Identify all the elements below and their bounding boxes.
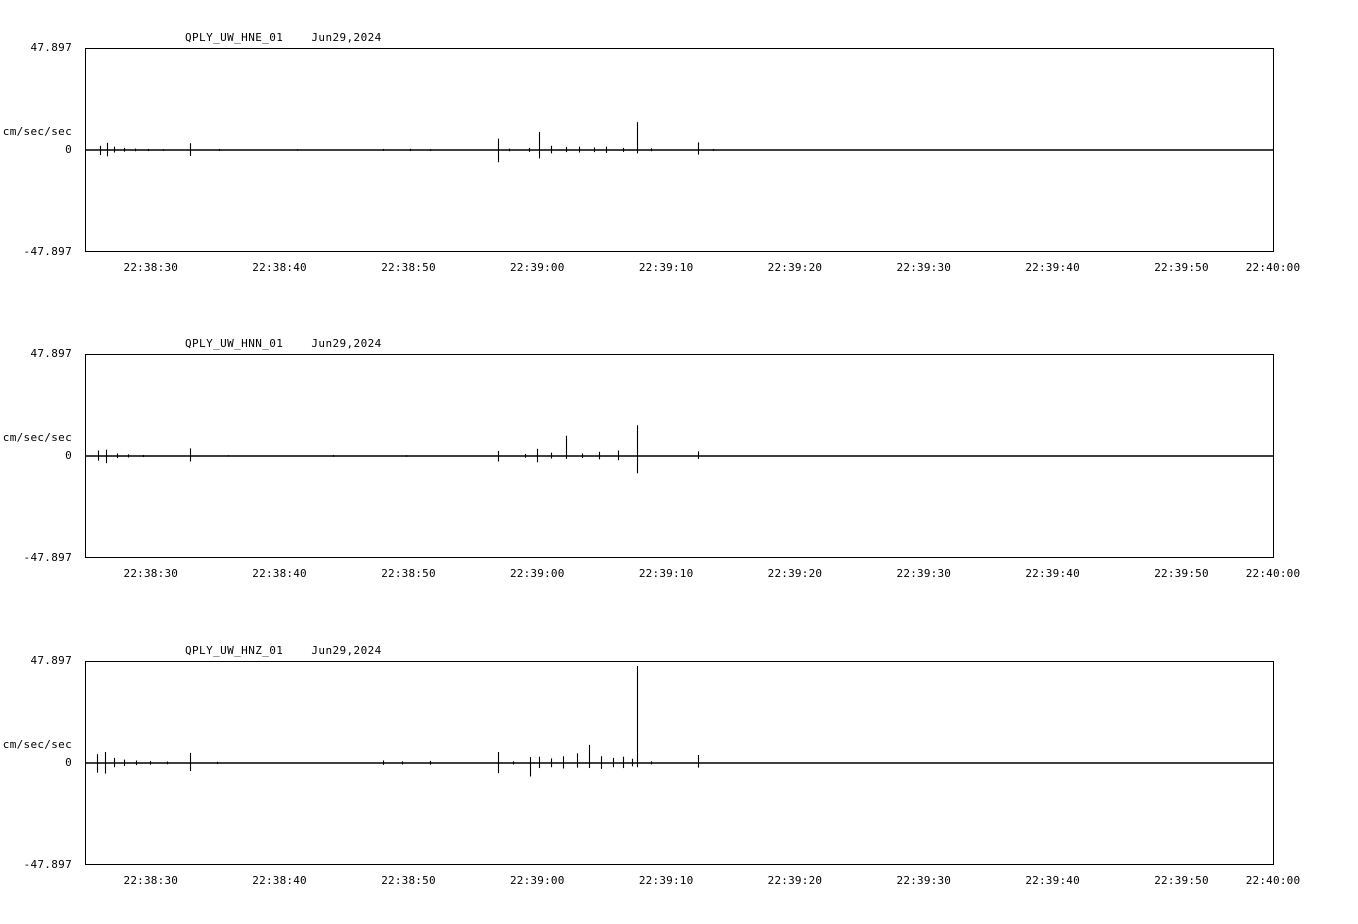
panel-title-QPLY_UW_HNZ_01: QPLY_UW_HNZ_01 Jun29,2024 (185, 644, 382, 657)
x-tick-label-22:38:40: 22:38:40 (252, 261, 307, 274)
plot-area-QPLY_UW_HNZ_01 (85, 661, 1274, 865)
x-tick-label-22:38:30: 22:38:30 (123, 567, 179, 580)
y-axis-min-label: -47.897 (23, 551, 72, 564)
x-tick-label-22:39:40: 22:39:40 (1025, 261, 1080, 274)
x-tick-label-22:39:30: 22:39:30 (896, 261, 952, 274)
y-axis-max-label: 47.897 (30, 654, 72, 667)
x-tick-label-22:40:00: 22:40:00 (1245, 261, 1301, 274)
x-tick-label-22:39:30: 22:39:30 (896, 874, 952, 887)
plot-area-QPLY_UW_HNE_01 (85, 48, 1274, 252)
x-tick-label-22:39:50: 22:39:50 (1154, 874, 1209, 887)
y-axis-zero-label: 0 (65, 143, 72, 156)
x-tick-label-22:39:30: 22:39:30 (896, 567, 952, 580)
x-tick-label-22:39:10: 22:39:10 (638, 567, 694, 580)
x-tick-label-22:38:30: 22:38:30 (123, 874, 179, 887)
y-axis-units-label: cm/sec/sec (2, 738, 72, 751)
x-tick-label-22:39:00: 22:39:00 (509, 261, 565, 274)
panel-title-QPLY_UW_HNE_01: QPLY_UW_HNE_01 Jun29,2024 (185, 31, 382, 44)
x-tick-label-22:39:20: 22:39:20 (767, 567, 823, 580)
y-axis-units-label: cm/sec/sec (2, 125, 72, 138)
y-axis-min-label: -47.897 (23, 858, 72, 871)
x-tick-label-22:40:00: 22:40:00 (1245, 567, 1301, 580)
x-tick-label-22:40:00: 22:40:00 (1245, 874, 1301, 887)
x-tick-label-22:39:40: 22:39:40 (1025, 874, 1080, 887)
x-tick-label-22:38:40: 22:38:40 (252, 567, 307, 580)
y-axis-zero-label: 0 (65, 449, 72, 462)
plot-area-QPLY_UW_HNN_01 (85, 354, 1274, 558)
y-axis-max-label: 47.897 (30, 347, 72, 360)
x-tick-label-22:39:20: 22:39:20 (767, 874, 823, 887)
panel-title-QPLY_UW_HNN_01: QPLY_UW_HNN_01 Jun29,2024 (185, 337, 382, 350)
x-tick-label-22:39:50: 22:39:50 (1154, 567, 1209, 580)
x-tick-label-22:38:50: 22:38:50 (381, 567, 436, 580)
waveform-trace-QPLY_UW_HNE_01 (86, 49, 1273, 251)
y-axis-max-label: 47.897 (30, 41, 72, 54)
x-tick-label-22:39:00: 22:39:00 (509, 874, 565, 887)
y-axis-zero-label: 0 (65, 756, 72, 769)
x-tick-label-22:39:20: 22:39:20 (767, 261, 823, 274)
x-tick-label-22:39:00: 22:39:00 (509, 567, 565, 580)
x-tick-label-22:39:40: 22:39:40 (1025, 567, 1080, 580)
waveform-trace-QPLY_UW_HNZ_01 (86, 662, 1273, 864)
x-tick-label-22:38:30: 22:38:30 (123, 261, 179, 274)
x-tick-label-22:39:50: 22:39:50 (1154, 261, 1209, 274)
x-tick-label-22:38:50: 22:38:50 (381, 874, 436, 887)
x-tick-label-22:39:10: 22:39:10 (638, 874, 694, 887)
x-tick-label-22:38:40: 22:38:40 (252, 874, 307, 887)
y-axis-min-label: -47.897 (23, 245, 72, 258)
x-tick-label-22:38:50: 22:38:50 (381, 261, 436, 274)
waveform-trace-QPLY_UW_HNN_01 (86, 355, 1273, 557)
x-tick-label-22:39:10: 22:39:10 (638, 261, 694, 274)
y-axis-units-label: cm/sec/sec (2, 431, 72, 444)
